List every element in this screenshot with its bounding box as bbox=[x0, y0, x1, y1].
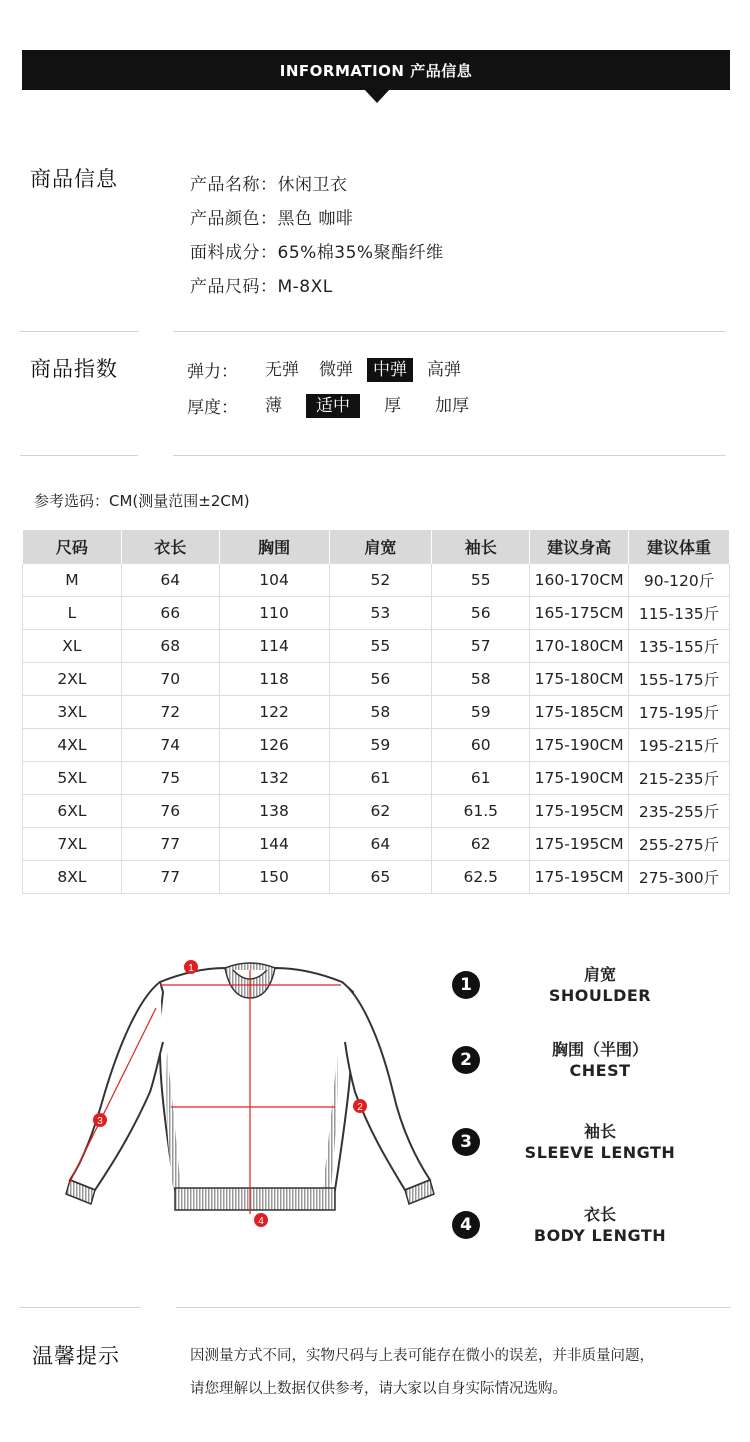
size-table bbox=[22, 529, 730, 894]
legend-number-icon: 3 bbox=[452, 1128, 480, 1156]
table-cell: 77 bbox=[121, 828, 219, 861]
product-index-title: 商品指数 bbox=[30, 357, 118, 381]
table-row bbox=[23, 663, 730, 696]
table-cell: 170-180CM bbox=[530, 630, 629, 663]
table-cell: 62 bbox=[329, 795, 432, 828]
table-row bbox=[23, 762, 730, 795]
divider bbox=[173, 331, 726, 332]
legend-en: SHOULDER bbox=[548, 986, 652, 1005]
thickness-option-selected: 适中 bbox=[306, 394, 360, 418]
table-cell: 4XL bbox=[23, 729, 122, 762]
product-size-line: 产品尺码：M-8XL bbox=[190, 277, 333, 297]
table-cell: 175-190CM bbox=[530, 729, 629, 762]
table-cell: L bbox=[23, 597, 122, 630]
tips-line: 因测量方式不同，实物尺码与上表可能存在微小的误差，并非质量问题， bbox=[190, 1348, 654, 1364]
header-cell: 胸围 bbox=[219, 530, 329, 564]
svg-text:4: 4 bbox=[258, 1216, 264, 1227]
legend-cn: 肩宽 bbox=[583, 965, 616, 984]
legend-sleeve bbox=[452, 1121, 720, 1163]
size-table-header bbox=[23, 530, 730, 564]
product-color-line: 产品颜色：黑色 咖啡 bbox=[190, 209, 354, 229]
legend-cn: 袖长 bbox=[583, 1122, 616, 1141]
legend-cn: 衣长 bbox=[583, 1205, 616, 1224]
thickness-option: 厚 bbox=[384, 395, 401, 416]
table-row bbox=[23, 630, 730, 663]
table-cell: 62.5 bbox=[432, 861, 530, 894]
legend-en: BODY LENGTH bbox=[533, 1226, 667, 1245]
table-cell: 6XL bbox=[23, 795, 122, 828]
elasticity-option: 无弹 bbox=[265, 359, 299, 380]
table-cell: 64 bbox=[329, 828, 432, 861]
table-cell: 70 bbox=[121, 663, 219, 696]
header-cell: 衣长 bbox=[121, 530, 219, 564]
legend-number-icon: 2 bbox=[452, 1046, 480, 1074]
table-cell: 74 bbox=[121, 729, 219, 762]
table-cell: 138 bbox=[219, 795, 329, 828]
table-cell: 235-255斤 bbox=[629, 795, 730, 828]
table-cell: 61 bbox=[432, 762, 530, 795]
table-cell: 104 bbox=[219, 564, 329, 597]
header-cell: 尺码 bbox=[23, 530, 122, 564]
table-cell: 135-155斤 bbox=[629, 630, 730, 663]
divider bbox=[20, 331, 138, 332]
table-cell: 175-195CM bbox=[530, 795, 629, 828]
table-row bbox=[23, 729, 730, 762]
table-cell: 61 bbox=[329, 762, 432, 795]
legend-chest bbox=[452, 1039, 720, 1081]
svg-text:3: 3 bbox=[97, 1116, 103, 1127]
hem-band bbox=[175, 1188, 335, 1210]
elasticity-row bbox=[187, 357, 475, 382]
table-cell: 62 bbox=[432, 828, 530, 861]
table-cell: 77 bbox=[121, 861, 219, 894]
product-name-line: 产品名称：休闲卫衣 bbox=[190, 175, 348, 195]
table-cell: 275-300斤 bbox=[629, 861, 730, 894]
legend-number-icon: 4 bbox=[452, 1211, 480, 1239]
legend-shoulder bbox=[452, 964, 720, 1006]
banner-pointer bbox=[364, 89, 390, 103]
table-cell: 75 bbox=[121, 762, 219, 795]
table-cell: 144 bbox=[219, 828, 329, 861]
table-cell: 175-195CM bbox=[530, 861, 629, 894]
elasticity-option-selected: 中弹 bbox=[367, 358, 413, 382]
elasticity-label: 弹力： bbox=[187, 362, 238, 382]
table-cell: 59 bbox=[432, 696, 530, 729]
table-cell: 2XL bbox=[23, 663, 122, 696]
table-cell: 53 bbox=[329, 597, 432, 630]
table-row bbox=[23, 861, 730, 894]
table-cell: 65 bbox=[329, 861, 432, 894]
thickness-option: 薄 bbox=[265, 395, 282, 416]
table-cell: 60 bbox=[432, 729, 530, 762]
table-cell: 175-180CM bbox=[530, 663, 629, 696]
thickness-row bbox=[187, 393, 483, 418]
elasticity-option: 高弹 bbox=[427, 359, 461, 380]
thickness-option: 加厚 bbox=[435, 395, 469, 416]
table-row bbox=[23, 597, 730, 630]
table-cell: 115-135斤 bbox=[629, 597, 730, 630]
tips-line: 请您理解以上数据仅供参考，请大家以自身实际情况选购。 bbox=[190, 1381, 567, 1397]
sweatshirt-diagram bbox=[55, 952, 445, 1242]
table-cell: 175-185CM bbox=[530, 696, 629, 729]
table-row bbox=[23, 564, 730, 597]
right-sleeve bbox=[342, 982, 430, 1190]
table-cell: 59 bbox=[329, 729, 432, 762]
table-cell: 114 bbox=[219, 630, 329, 663]
divider bbox=[20, 455, 138, 456]
info-banner: INFORMATION 产品信息 bbox=[22, 50, 730, 90]
table-cell: 175-195CM bbox=[530, 828, 629, 861]
table-cell: 122 bbox=[219, 696, 329, 729]
header-cell: 肩宽 bbox=[329, 530, 432, 564]
table-cell: 56 bbox=[432, 597, 530, 630]
legend-en: CHEST bbox=[569, 1061, 631, 1080]
table-cell: 255-275斤 bbox=[629, 828, 730, 861]
table-row bbox=[23, 696, 730, 729]
svg-text:1: 1 bbox=[188, 963, 194, 974]
product-fabric-line: 面料成分：65%棉35%聚酯纤维 bbox=[190, 243, 444, 263]
divider bbox=[176, 1307, 730, 1308]
table-cell: 132 bbox=[219, 762, 329, 795]
table-cell: 58 bbox=[432, 663, 530, 696]
table-cell: 155-175斤 bbox=[629, 663, 730, 696]
table-cell: M bbox=[23, 564, 122, 597]
legend-cn: 胸围（半围） bbox=[551, 1040, 648, 1059]
table-row bbox=[23, 828, 730, 861]
tips-title: 温馨提示 bbox=[32, 1344, 120, 1368]
table-cell: 215-235斤 bbox=[629, 762, 730, 795]
table-cell: 76 bbox=[121, 795, 219, 828]
divider bbox=[20, 1307, 140, 1308]
table-cell: 7XL bbox=[23, 828, 122, 861]
elasticity-option: 微弹 bbox=[319, 359, 353, 380]
table-cell: 3XL bbox=[23, 696, 122, 729]
table-cell: 56 bbox=[329, 663, 432, 696]
table-cell: 165-175CM bbox=[530, 597, 629, 630]
thickness-label: 厚度： bbox=[187, 398, 238, 418]
table-cell: 58 bbox=[329, 696, 432, 729]
table-cell: 72 bbox=[121, 696, 219, 729]
table-cell: XL bbox=[23, 630, 122, 663]
legend-en: SLEEVE LENGTH bbox=[524, 1143, 676, 1162]
table-cell: 160-170CM bbox=[530, 564, 629, 597]
table-cell: 90-120斤 bbox=[629, 564, 730, 597]
table-cell: 8XL bbox=[23, 861, 122, 894]
table-cell: 175-190CM bbox=[530, 762, 629, 795]
table-cell: 175-195斤 bbox=[629, 696, 730, 729]
product-info-title: 商品信息 bbox=[30, 167, 118, 191]
header-cell: 建议身高 bbox=[530, 530, 629, 564]
table-cell: 61.5 bbox=[432, 795, 530, 828]
table-cell: 68 bbox=[121, 630, 219, 663]
table-cell: 126 bbox=[219, 729, 329, 762]
table-cell: 118 bbox=[219, 663, 329, 696]
table-cell: 110 bbox=[219, 597, 329, 630]
legend-body-length bbox=[452, 1204, 720, 1246]
table-cell: 195-215斤 bbox=[629, 729, 730, 762]
legend-number-icon: 1 bbox=[452, 971, 480, 999]
table-cell: 52 bbox=[329, 564, 432, 597]
size-reference-note: 参考选码：CM(测量范围±2CM) bbox=[34, 492, 250, 510]
header-cell: 袖长 bbox=[432, 530, 530, 564]
table-cell: 64 bbox=[121, 564, 219, 597]
table-row bbox=[23, 795, 730, 828]
svg-text:2: 2 bbox=[357, 1102, 363, 1113]
table-cell: 66 bbox=[121, 597, 219, 630]
divider bbox=[173, 455, 726, 456]
table-cell: 55 bbox=[329, 630, 432, 663]
header-cell: 建议体重 bbox=[629, 530, 730, 564]
table-cell: 57 bbox=[432, 630, 530, 663]
table-cell: 55 bbox=[432, 564, 530, 597]
table-cell: 5XL bbox=[23, 762, 122, 795]
sweatshirt-outline bbox=[160, 968, 354, 1190]
left-sleeve bbox=[70, 982, 163, 1190]
table-cell: 150 bbox=[219, 861, 329, 894]
